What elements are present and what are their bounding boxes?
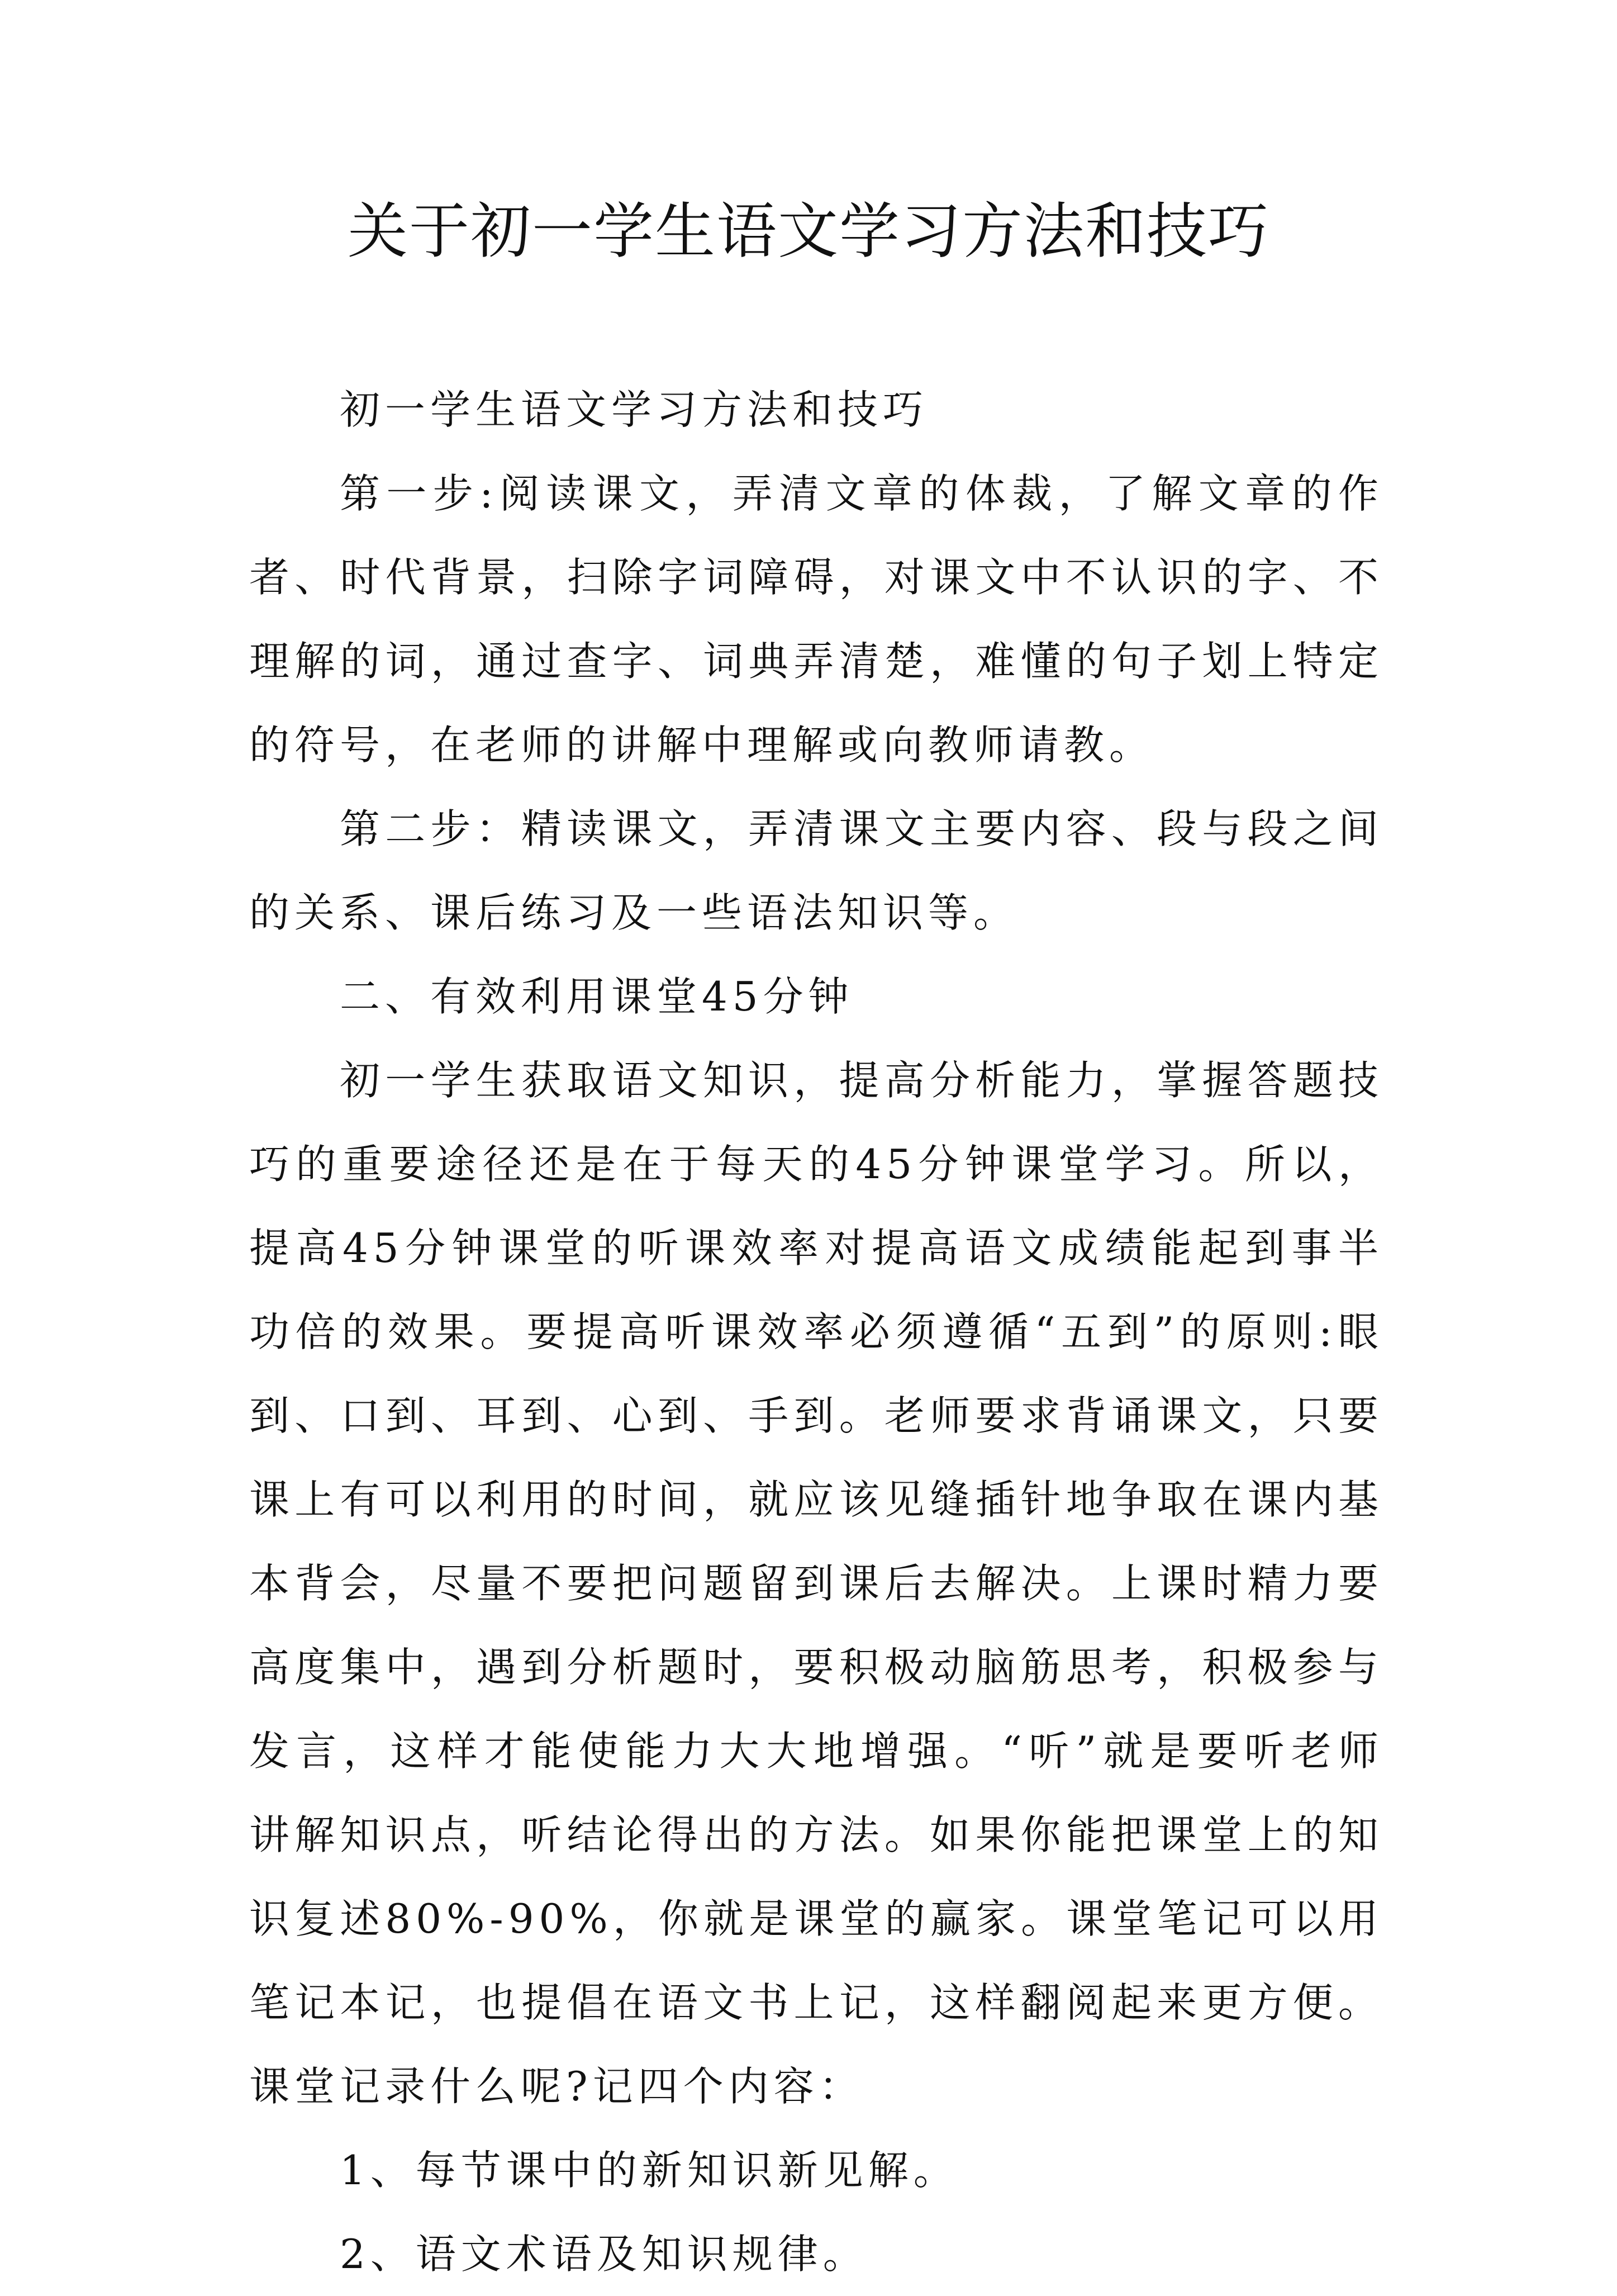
document-title: 关于初一学生语文学习方法和技巧 xyxy=(347,197,1269,267)
paragraph-step-one: 第一步:阅读课文，弄清文章的体裁，了解文章的作者、时代背景，扫除字词障碍，对课文中不认识的字、不理解的词，通过查字、词典弄清楚，难懂的句子划上特定的符号，在老师的讲解中理解或向教师请教。 xyxy=(249,470,1383,769)
section-heading-classroom: 二、有效利用课堂45分钟 xyxy=(340,973,854,1020)
list-item-1: 1、每节课中的新知识新见解。 xyxy=(340,2147,959,2194)
paragraph-step-two: 第二步：精读课文，弄清课文主要内容、段与段之间的关系、课后练习及一些语法知识等。 xyxy=(249,805,1383,936)
list-item-2: 2、语文术语及知识规律。 xyxy=(340,2231,868,2278)
paragraph-classroom-learning: 初一学生获取语文知识，提高分析能力，掌握答题技巧的重要途径还是在于每天的45分钟课堂学习。所以，提高45分钟课堂的听课效率对提高语文成绩能起到事半功倍的效果。要提高听课效率必须遵循“五到”的原则:眼到、口到、耳到、心到、手到。老师要求背诵课文，只要课上有可以利用的时间，就应该见缝插针地争取在课内基本背会，尽量不要把问题留到课后去解决。上课时精力要高度集中，遇到分析题时，要积极动脑筋思考，积极参与发言，这样才能使能力大大地增强。“听”就是要听老师讲解知识点，听结论得出的方法。如果你能把课堂上的知识复述80%-90%，你就是课堂的赢家。课堂笔记可以用笔记本记，也提倡在语文书上记，这样翻阅起来更方便。课堂记录什么呢?记四个内容： xyxy=(249,1057,1383,2110)
document-body xyxy=(249,368,1383,2296)
paragraph-subtitle: 初一学生语文学习方法和技巧 xyxy=(340,386,929,433)
